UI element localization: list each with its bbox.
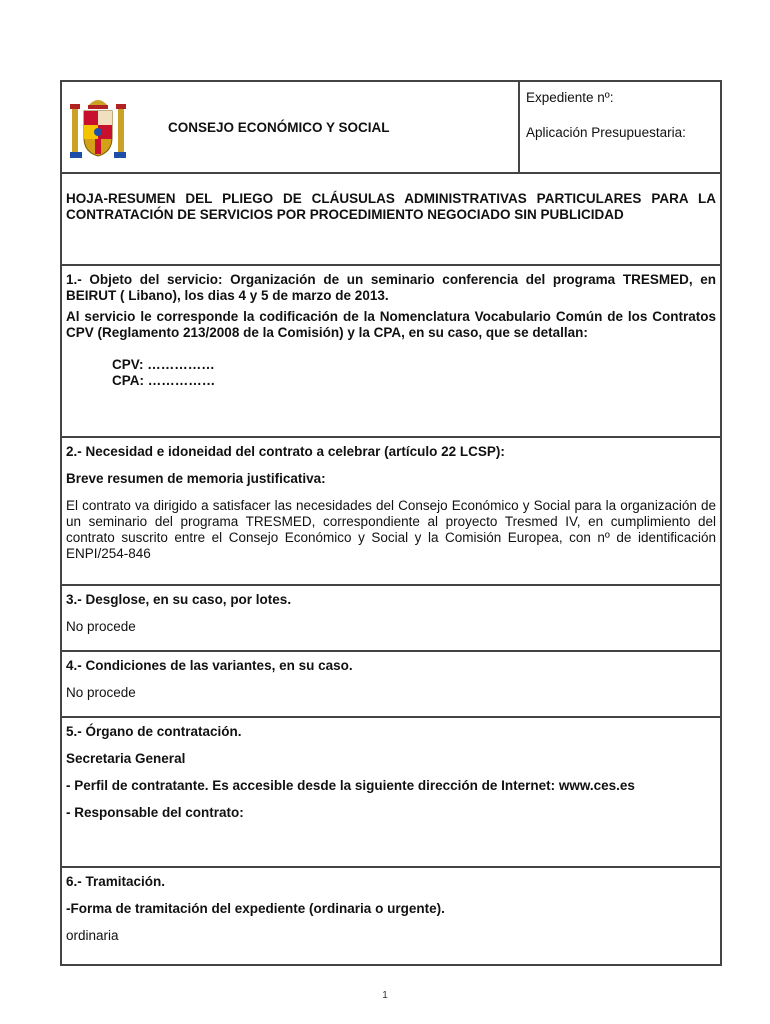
- section-3: [61, 585, 721, 651]
- header-left-cell: [61, 81, 519, 173]
- page-number: 1: [382, 990, 388, 1001]
- section-6-heading: 6.- Tramitación.: [66, 874, 166, 889]
- section-6: [61, 867, 721, 965]
- section-3-text: No procede: [66, 619, 136, 634]
- expediente-label: Expediente nº:: [526, 90, 614, 105]
- cpv-line: CPV: ……………: [112, 357, 215, 372]
- section-5-responsable: - Responsable del contrato:: [66, 805, 244, 820]
- section-2: [61, 437, 721, 585]
- title-cell: [61, 173, 721, 265]
- section-5-perfil: - Perfil de contratante. Es accesible desde la siguiente dirección de Internet: www.ces.es: [66, 778, 635, 793]
- section-4-heading: 4.- Condiciones de las variantes, en su caso.: [66, 658, 353, 673]
- section-3-heading: 3.- Desglose, en su caso, por lotes.: [66, 592, 292, 607]
- section-1-heading: 1.- Objeto del servicio: Organización de un seminario conferencia del programa TRESMED, en BEIRUT ( Libano), los dias 4 y 5 de marzo de 2013.: [66, 272, 716, 303]
- section-2-text: El contrato va dirigido a satisfacer las necesidades del Consejo Económico y Social para la organización de un seminario del programa TRESMED, correspondiente al proyecto Tresmed IV, en cumplimiento del contrato suscrito entre el Consejo Económico y Social y la Comisión Europea, con nº de identificación ENPI/254-846: [66, 498, 716, 561]
- section-5: [61, 717, 721, 867]
- section-1: [61, 265, 721, 437]
- section-1-paragraph: Al servicio le corresponde la codificación de la Nomenclatura Vocabulario Común de los Contratos CPV (Reglamento 213/2008 de la Comisión) y la CPA, en su caso, que se detallan:: [66, 309, 716, 340]
- section-4-text: No procede: [66, 685, 136, 700]
- cpa-line: CPA: ……………: [112, 373, 216, 388]
- document-page: [60, 80, 720, 966]
- spanish-coat-of-arms-icon: [68, 94, 128, 164]
- document-title: HOJA-RESUMEN DEL PLIEGO DE CLÁUSULAS ADMINISTRATIVAS PARTICULARES PARA LA CONTRATACIÓN DE SERVICIOS POR PROCEDIMIENTO NEGOCIADO SIN PUBLICIDAD: [66, 191, 716, 222]
- council-name: CONSEJO ECONÓMICO Y SOCIAL: [168, 120, 390, 135]
- section-5-heading: 5.- Órgano de contratación.: [66, 724, 242, 739]
- summary-table: [60, 80, 722, 966]
- section-5-organ: Secretaria General: [66, 751, 186, 766]
- section-2-heading: 2.- Necesidad e idoneidad del contrato a celebrar (artículo 22 LCSP):: [66, 444, 505, 459]
- section-6-forma: -Forma de tramitación del expediente (ordinaria o urgente).: [66, 901, 445, 916]
- section-4: [61, 651, 721, 717]
- header-right-cell: [519, 81, 721, 173]
- section-6-text: ordinaria: [66, 928, 119, 943]
- aplicacion-label: Aplicación Presupuestaria:: [526, 125, 686, 140]
- section-2-subheading: Breve resumen de memoria justificativa:: [66, 471, 326, 486]
